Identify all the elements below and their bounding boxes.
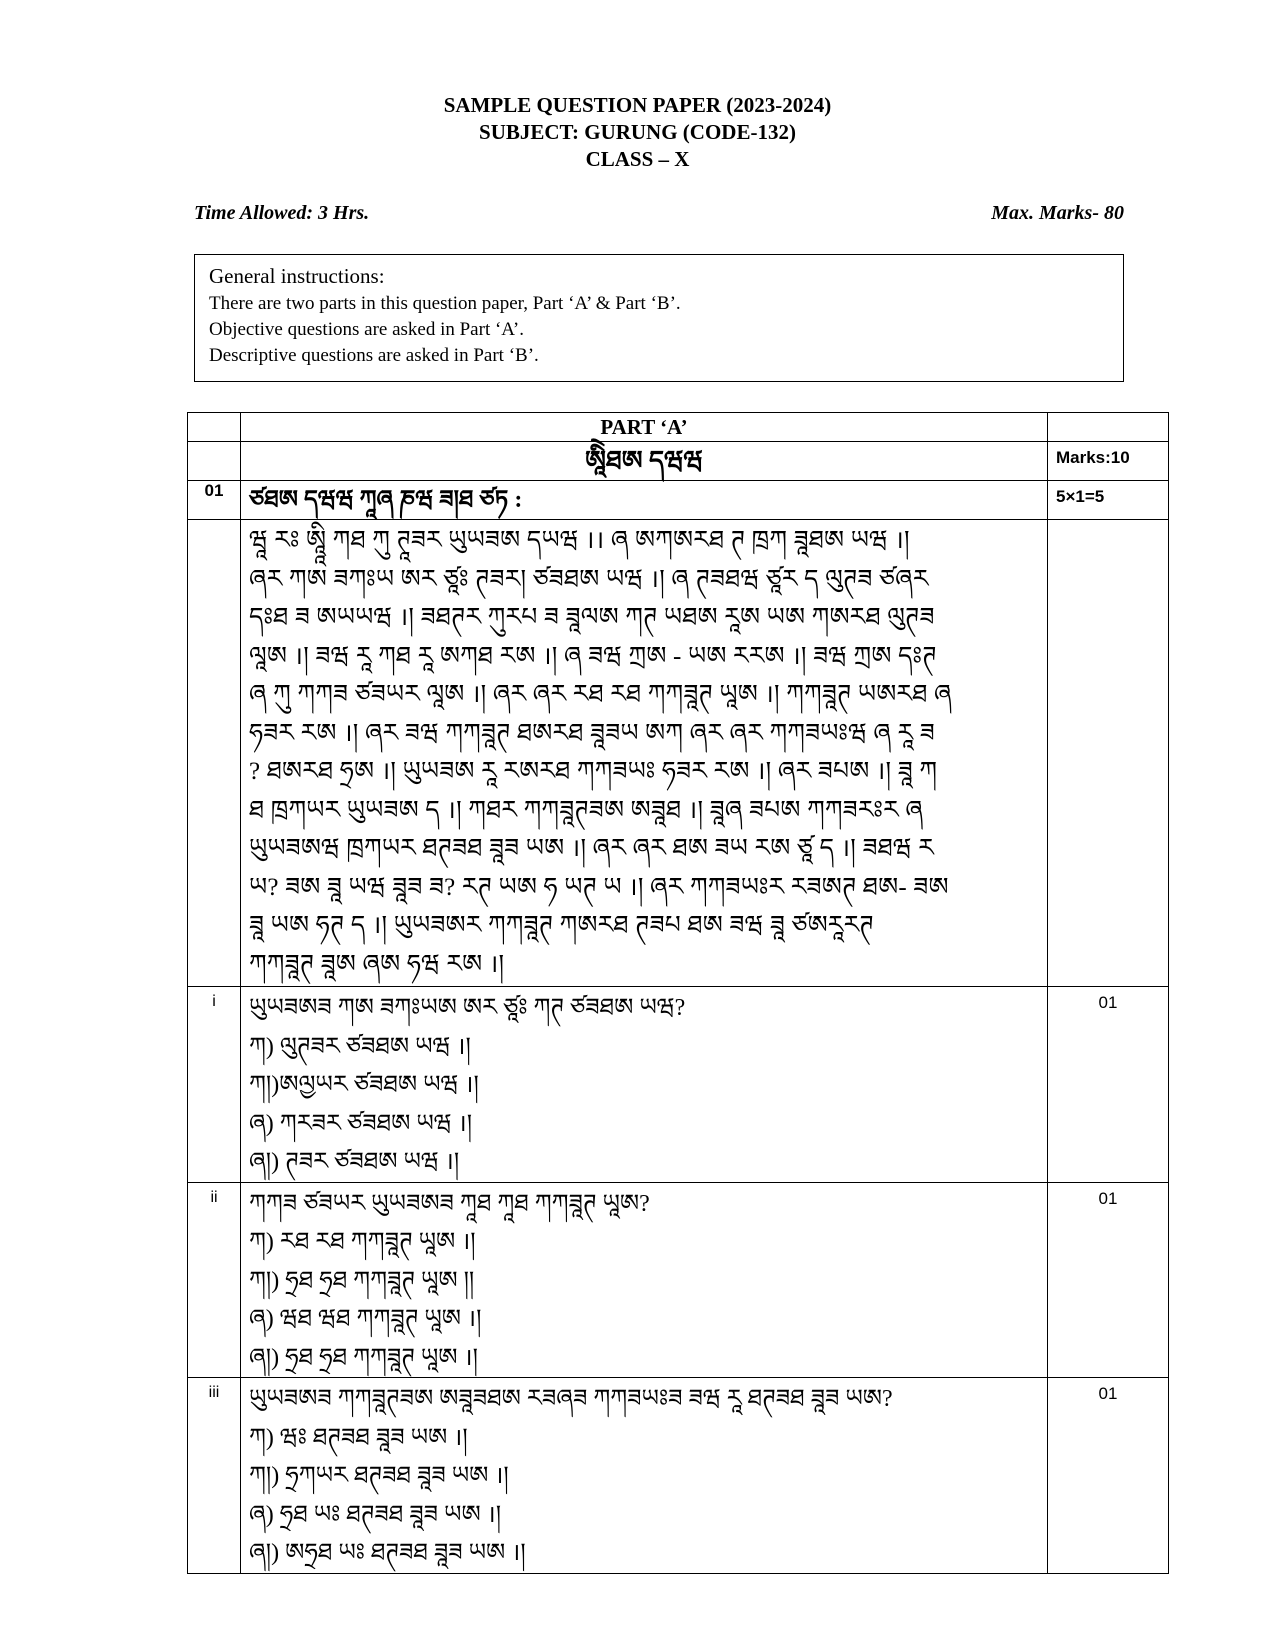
part-row (188, 413, 1169, 442)
passage-line: ལཱཨ ।། ཟཝ རཱ ཀཐ རཱ ཨཀཐ རཨ ।། ཞ ཟཝ ཀྲཨ - ཡཨ རརཨ ।། ཟཝ ཀྲཨ དཿཊ (249, 642, 937, 670)
section-row (188, 442, 1169, 481)
option: ཞ) ཀརཟར ཙཟཐཨ ཡཝ ।། (249, 1110, 473, 1137)
subquestion-cell (241, 987, 1048, 1183)
passage-cell (241, 520, 1048, 987)
passage-line: ཞ ཀུ ཀཀཟ ཙཟཡར ལཱཨ ।། ཞར ཞར རཐ རཐ ཀཀཟཱཊ ཡཱཨ ।། ཀཀཟཱཊ ཡཨརཐ ཞ (249, 681, 952, 708)
passage-line: ཐ ཁྲཀཡར ཡུཡཟཨ ད ।། ཀཐར ཀཀཟཱཊཟཨ ཨཟཱཐ ।། ཟཱཞ ཟཔཨ ཀཀཟརཿར ཞ (249, 796, 924, 824)
subquestion-number-cell (188, 1378, 241, 1574)
header-title: SAMPLE QUESTION PAPER (2023-2024) (443, 93, 832, 117)
subquestion-number: i (212, 993, 216, 1010)
subquestion-row (188, 987, 1169, 1183)
option: ཀ) རཐ རཐ ཀཀཟཱཊ ཡཱཨ ।། (249, 1229, 476, 1255)
question-cell (241, 481, 1048, 520)
passage-line: ཡ? ཟཨ ཟཱ ཡཝ ཟཱཟ ཟ? རཊ ཡཨ ཧ ཡཊ ཡ ।། ཞར ཀཀཟཡཿར རཟཨཊ ཐཨ- ཟཨ (249, 873, 949, 901)
empty-cell (1048, 520, 1169, 987)
option: ཞ) ཝཐ ཝཐ ཀཀཟཱཊ ཡཱཨ ।། (249, 1306, 482, 1332)
question-title: ཙཐཨ དཝཝ ཀཱཞ ཎཝ ཟ།ཐ ཙཏ : (249, 487, 523, 513)
option: ཞ) ཧྲཐ ཡཿ ཐཊཟཐ ཟཱཟ ཡཨ ।། (249, 1501, 502, 1528)
subquestion-row (188, 1182, 1169, 1378)
option: ཀ།)ཨལྱཡར ཙཟཐཨ ཡཝ ।། (249, 1072, 479, 1098)
header-subject: SUBJECT: GURUNG (CODE-132) (479, 120, 796, 144)
empty-cell (188, 442, 241, 481)
part-cell (241, 413, 1048, 442)
option: ཞ།) ཨཧྲཐ ཡཿ ཐཊཟཐ ཟཱཟ ཡཨ ।། (249, 1540, 526, 1566)
subquestion-text: ཡུཡཟཨཟ ཀཨ ཟཀཿཡཨ ཨར ཙཱཿ ཀཊ ཙཟཐཨ ཡཝ? (249, 995, 686, 1021)
passage-line: དཿཐ ཟ ཨཡཡཝ ।། ཟཐཊར ཀུརཔ ཟ ཟཱལཨ ཀཊ ཡཐཨ རཱཨ ཡཨ ཀཨརཐ ལུཊཟ (249, 604, 935, 631)
instructions-title: General instructions: (209, 264, 385, 288)
empty-cell (188, 413, 241, 442)
header-class: CLASS – X (585, 147, 690, 171)
passage-line: ཞར ཀཨ ཟཀཿཡ ཨར ཙཱཿ ཊཟར། ཙཟཐཨ ཡཝ ।། ཞ ཊཟཐཝ ཙཱར ད ལུཊཟ ཙཞར (249, 565, 929, 593)
option: ཀ) ལུཊཟར ཙཟཐཨ ཡཝ ।། (249, 1033, 471, 1060)
passage-line: ཡུཡཟཨཝ ཁྲཀཡར ཐཊཟཐ ཟཱཟ ཡཨ ।། ཞར ཞར ཐཨ ཟཡ རཨ ཙཱ ད ।། ཟཐཝ ར (249, 835, 934, 862)
subquestion-number: ii (210, 1188, 218, 1206)
general-instructions (194, 254, 1124, 382)
passage-line: ཧཟར རཨ ।། ཞར ཟཝ ཀཀཟཱཊ ཐཨརཐ ཟཱཟཡ ཨཀ ཞར ཞར ཀཀཟཡཿཝ ཞ རཱ ཟ (249, 719, 935, 747)
option: ཀ) ཝཿ ཐཊཟཐ ཟཱཟ ཡཨ ।། (249, 1424, 468, 1451)
passage-line: ཝཱ རཿ ཨཱཱི ཀཐ ཀུ ཊཱཟར ཡུཡཟཨ དཡཝ ।। ཞ ཨཀཨརཐ ཊ ཁྲཀ ཟཱཐཨ ཡཝ ।། (249, 527, 910, 554)
subquestion-number-cell (188, 987, 241, 1183)
instruction-line: Objective questions are asked in Part ‘A’. (209, 319, 524, 340)
passage-line: ཟཱ ཡཨ ཧཊ ད ।། ཡུཡཟཨར ཀཀཟཱཊ ཀཨརཐ ཊཟཔ ཐཨ ཟཝ ཟཱ ཙཨརཱརཊ (249, 912, 874, 939)
exam-meta (194, 202, 1124, 225)
passage-text (249, 520, 1039, 986)
option: ཀ།) ཧྲཀཡར ཐཊཟཐ ཟཱཟ ཡཨ ।། (249, 1463, 509, 1489)
question-marks: 5×1=5 (1048, 481, 1169, 520)
option: ཞ།) ཧྲཐ ཧྲཐ ཀཀཟཱཊ ཡཱཨ ।། (249, 1344, 478, 1371)
instruction-line: There are two parts in this question paper, Part ‘A’ & Part ‘B’. (209, 293, 681, 314)
option: ཀ།) ཧྲཐ ཧྲཐ ཀཀཟཱཊ ཡཱཨ །། (249, 1267, 475, 1294)
question-table (187, 412, 1169, 1574)
passage-line: ཀཀཟཱཊ ཟཱཨ ཞཨ ཧཝ རཨ ।། (249, 950, 505, 978)
max-marks: Max. Marks- 80 (991, 202, 1124, 224)
subquestion-cell (241, 1182, 1048, 1378)
subquestion-number-cell (188, 1182, 241, 1378)
subquestion-marks: 01 (1048, 987, 1169, 1183)
passage-row (188, 520, 1169, 987)
instruction-line: Descriptive questions are asked in Part ‘B’. (209, 345, 539, 366)
subquestion-marks: 01 (1048, 1378, 1169, 1574)
subquestion-cell (241, 1378, 1048, 1574)
part-label: PART ‘A’ (600, 415, 688, 439)
subquestion-text: ཀཀཟ ཙཟཡར ཡུཡཟཨཟ ཀཱཐ ཀཱཐ ཀཀཟཱཊ ཡཱཨ? (249, 1190, 650, 1217)
subquestion-row (188, 1378, 1169, 1574)
time-allowed: Time Allowed: 3 Hrs. (194, 202, 370, 224)
question-row (188, 481, 1169, 520)
section-title: ཨཱིེཐཨ དཝཝ (585, 446, 703, 475)
subquestion-number: iii (208, 1384, 220, 1401)
question-number: 01 (188, 481, 241, 520)
subquestion-marks: 01 (1048, 1182, 1169, 1378)
passage-line: ? ཐཨརཐ ཧྲཨ ।། ཡུཡཟཨ རཱ རཨརཐ ཀཀཟཡཿ ཧཟར རཨ ।། ཞར ཟཔཨ ।། ཟཱ ཀ (249, 758, 938, 785)
subquestion-text: ཡུཡཟཨཟ ཀཀཟཱཊཟཨ ཨཟཱཟཐཨ རཟཞཟ ཀཀཟཡཿཟ ཟཝ རཱ ཐཊཟཐ ཟཱཟ ཡཨ? (249, 1386, 893, 1412)
option: ཞ།) ཊཟར ཙཟཐཨ ཡཝ ।། (249, 1149, 460, 1175)
empty-cell (1048, 413, 1169, 442)
section-marks: Marks:10 (1048, 442, 1169, 481)
section-cell (241, 442, 1048, 481)
empty-cell (188, 520, 241, 987)
paper-header (0, 92, 1275, 173)
